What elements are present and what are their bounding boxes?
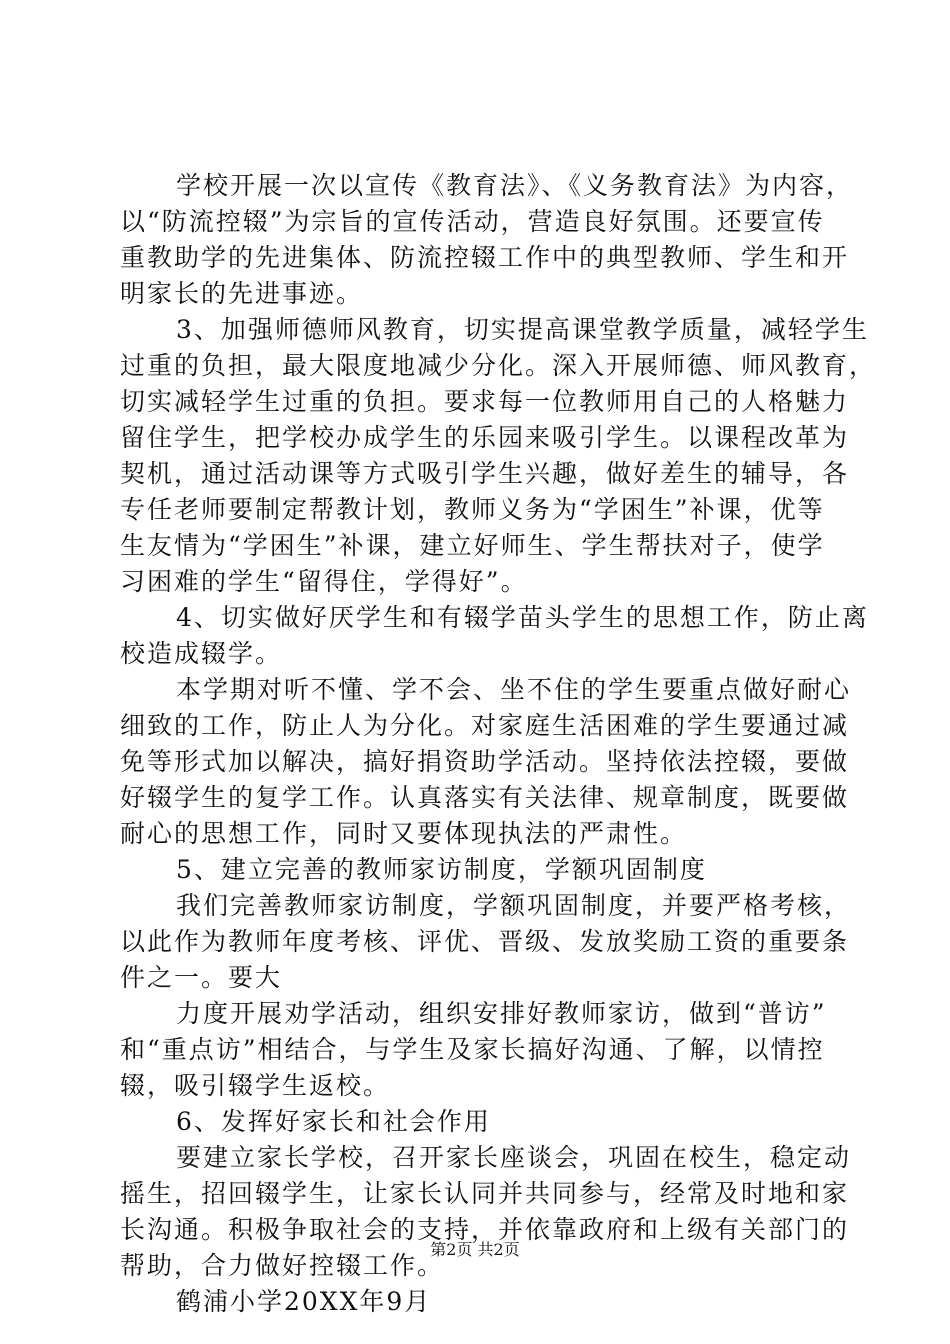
text-line: 力度开展劝学活动，组织安排好教师家访，做到“普访” <box>176 999 827 1028</box>
signature-date: 鹤浦小学20XX年9月 <box>176 1287 432 1316</box>
text-line: 校造成辍学。 <box>120 639 283 668</box>
text-line: 本学期对听不懂、学不会、坐不住的学生要重点做好耐心 <box>176 675 852 704</box>
text-line: 5、建立完善的教师家访制度，学额巩固制度 <box>176 855 707 884</box>
text-line: 以“防流控辍”为宗旨的宣传活动，营造良好氛围。还要宣传 <box>120 207 825 236</box>
text-line: 摇生，招回辍学生，让家长认同并共同参与，经常及时地和家 <box>120 1179 850 1208</box>
text-line: 生友情为“学困生”补课，建立好师生、学生帮扶对子，使学 <box>120 531 825 560</box>
text-line: 切实减轻学生过重的负担。要求每一位教师用自己的人格魅力 <box>120 387 850 416</box>
text-line: 重教助学的先进集体、防流控辍工作中的典型教师、学生和开 <box>120 243 850 272</box>
text-line: 我们完善教师家访制度，学额巩固制度，并要严格考核， <box>176 891 852 920</box>
text-line: 6、发挥好家长和社会作用 <box>176 1107 491 1136</box>
text-line: 帮助，合力做好控辍工作。 <box>120 1251 445 1280</box>
text-line: 要建立家长学校，召开家长座谈会，巩固在校生，稳定动 <box>176 1143 852 1172</box>
text-line: 细致的工作，防止人为分化。对家庭生活困难的学生要通过减 <box>120 711 850 740</box>
text-line: 件之一。要大 <box>120 963 283 992</box>
text-line: 学校开展一次以宣传《教育法》、《义务教育法》为内容， <box>176 171 854 200</box>
text-line: 好辍学生的复学工作。认真落实有关法律、规章制度，既要做 <box>120 783 850 812</box>
text-line: 明家长的先进事迹。 <box>120 279 364 308</box>
text-line: 4、切实做好厌学生和有辍学苗头学生的思想工作，防止离 <box>176 603 869 632</box>
text-line: 习困难的学生“留得住，学得好”。 <box>120 567 528 596</box>
text-line: 留住学生，把学校办成学生的乐园来吸引学生。以课程改革为 <box>120 423 850 452</box>
text-line: 过重的负担，最大限度地减少分化。深入开展师德、师风教育， <box>120 351 877 380</box>
text-line: 3、加强师德师风教育，切实提高课堂教学质量，减轻学生 <box>176 315 869 344</box>
text-line: 辍，吸引辍学生返校。 <box>120 1071 391 1100</box>
text-line: 免等形式加以解决，搞好捐资助学活动。坚持依法控辍，要做 <box>120 747 850 776</box>
text-line: 和“重点访”相结合，与学生及家长搞好沟通、了解，以情控 <box>120 1035 825 1064</box>
text-line: 以此作为教师年度考核、评优、晋级、发放奖励工资的重要条 <box>120 927 850 956</box>
text-line: 长沟通。积极争取社会的支持，并依靠政府和上级有关部门的 <box>120 1215 850 1244</box>
page-footer: 第2页 共2页 <box>430 1240 520 1259</box>
text-line: 契机，通过活动课等方式吸引学生兴趣，做好差生的辅导，各 <box>120 459 850 488</box>
text-line: 耐心的思想工作，同时又要体现执法的严肃性。 <box>120 819 688 848</box>
text-line: 专任老师要制定帮教计划，教师义务为“学困生”补课，优等 <box>120 495 825 524</box>
